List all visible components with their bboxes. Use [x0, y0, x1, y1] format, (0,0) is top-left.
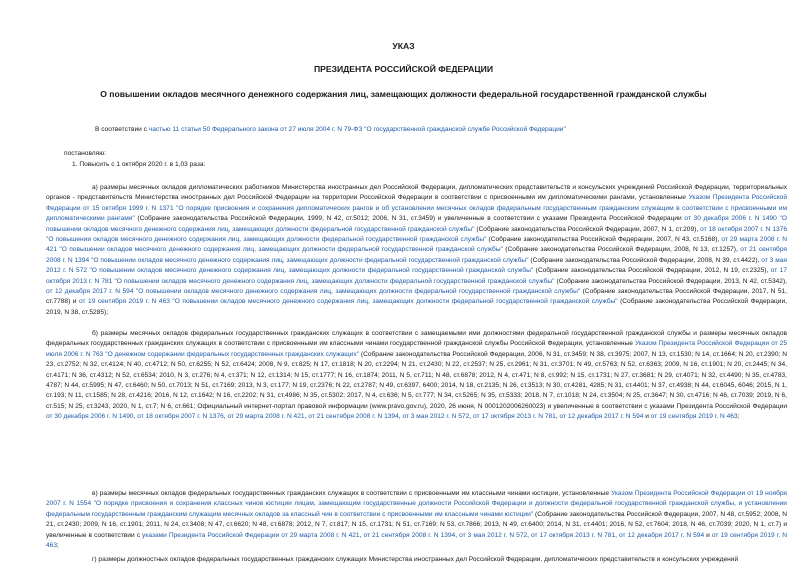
legal-act-link[interactable]: от 17 октября 2013 г. N 781 "О повышении окладов месячного денежного содержания лиц, замещающих должности федеральной государственной гражданской службы": [46, 267, 787, 285]
paragraph-text: ;: [57, 542, 59, 550]
legal-act-link[interactable]: от 12 декабря 2017 г. N 594: [559, 413, 644, 421]
legal-act-link[interactable]: от 17 октября 2013 г. N 781: [472, 413, 556, 421]
preamble: [95, 125, 785, 135]
paragraph-g: [46, 555, 787, 565]
legal-act-link[interactable]: от 21 сентября 2008 г. N 1394: [308, 413, 399, 421]
legal-act-link[interactable]: от 29 марта 2008 г. N 421 "О повышении окладов месячного денежного содержания лиц, замещающих должности федеральной государственной гражданской службы": [46, 236, 788, 254]
legal-act-link[interactable]: от 18 октября 2007 г. N 1376 "О повышении окладов месячного денежного содержания лиц, замещающих должности федеральной государственной гражданской службы": [46, 225, 787, 244]
paragraph-text: (Собрание законодательства Российской Федерации, 2013, N 42, ст.5342),: [554, 277, 787, 285]
paragraph-a: [46, 183, 787, 318]
legal-act-link[interactable]: Указом Президента Российской Федерации от 25 июля 2006 г. N 763 "О денежном содержании федеральных государственных гражданских служащих": [46, 340, 787, 358]
legal-act-link[interactable]: от 18 октября 2007 г. N 1376: [137, 413, 224, 421]
paragraph-text: ,: [359, 531, 364, 539]
paragraph-text: (Собрание законодательства Российской Федерации, 2007, N 48, ст.5952; 2008, N 21, ст.2430; 2009, N 16, ст.1901; 2011, N 24, ст.3408; N 47, ст.6620; N 48, ст.6878; 2012, N 7, ст.817; N 15, ст.1731; N 51, ст.7169; N 53, ст.7866; 2013, N 49, ст.6400; 2014, N 31, ст.4401; 2016, N 52, ст.7604; 2018, N 46, ст.7039; 2020, N 1, ст.7) и увеличенные в соответствии с: [46, 510, 787, 539]
legal-act-link[interactable]: Указом Президента Российской Федерации от 15 октября 1999 г. N 1371 "О порядке присвоения и сохранения дипломатических рангов и об установлении месячных окладов федеральным государственным гражданским служащим в соответствии с присвоенными им дипломатическими рангами": [46, 194, 787, 223]
legal-act-link[interactable]: указами Президента Российской Федерации от 29 марта 2008 г. N 421: [142, 531, 360, 539]
legal-act-link[interactable]: от 3 мая 2012 г. N 572: [402, 413, 470, 421]
paragraph-text: а) размеры месячных окладов дипломатических работников Министерства иностранных дел Российской Федерации, дипломатических представительств и консульских учреждений Российской Федерации, территориальных органов - представительств Министерства иностранных дел Российской Федерации на территории Российской Федерации в соответствии с присвоенными им дипломатическими рангами, установленные: [46, 184, 787, 202]
paragraph-text: ,: [469, 413, 473, 421]
legal-act-link[interactable]: от 21 сентября 2008 г. N 1394: [363, 531, 456, 539]
legal-act-link[interactable]: от 21 сентября 2008 г. N 1394 "О повышении окладов месячного денежного содержания лиц, замещающих должности федеральной государственной гражданской службы": [46, 246, 787, 264]
law-link[interactable]: частью 11 статьи 50 Федерального закона от 27 июля 2004 г. N 79-ФЗ "О государственной гражданской службе Российской Федерации": [148, 126, 566, 133]
paragraph-text: (Собрание законодательства Российской Федерации, 2008, N 13, ст.1257),: [502, 246, 741, 254]
preamble-text: В соответствии с: [95, 126, 149, 133]
paragraph-text: (Собрание законодательства Российской Федерации, 2006, N 31, ст.3459; N 38, ст.3975; 2007, N 13, ст.1530; N 14, ст.1664; N 20, ст.2390; N 23, ст.2752; N 32, ст.4124; N 40, ст.4712; N 50, ст.6255; N 52, ст.6424; 2008, N 9, ст.825; N 17, ст.1818; N 20, ст.2294; N 21, ст.2430; N 22, ст.2537; N 25, ст.2961; N 31, ст.3701; N 49, ст.5763; N 52, ст.6363; 2009, N 16, ст.1901; N 20, ст.2445; N 34, ст.4171; N 36, ст.4312; N 52, ст.6534; 2010, N 3, ст.276; N 4, ст.371; N 12, ст.1314; N 15, ст.1777; N 16, ст.1874; 2011, N 5, ст.711; N 48, ст.6878; 2012, N 4, ст.471; N 8, ст.992; N 15, ст.1731; N 27, ст.3681; N 29, ст.4071; N 32, ст.4490; N 35, ст.4783, 4787; N 44, ст.5995; N 47, ст.6460; N 50, ст.7013; N 51, ст.7169; 2013, N 3, ст.177; N 19, ст.2376; N 22, ст.2787; N 49, ст.6397, 6400; 2014, N 18, ст.2135; N 26, ст.3513; N 30, ст.4281, 4285; N 31, ст.4401; N 37, ст.4938; N 44, ст.6045, 6046; 2015, N 1, ст.193; N 11, ст.1585; N 28, ст.4216; 2016, N 12, ст.1642; N 16, ст.2202; N 31, ст.4986; N 35, ст.5302; 2017, N 4, ст.636; N 5, ст.777; N 34, ст.5265; N 35, ст.5333; 2018, N 7, ст.1018; N 24, ст.3504; N 25, ст.3647; N 30, ст.4716; N 46, ст.7039; 2019, N 6, ст.515; N 25, ст.3243, 2020, N 1, ст.7; N 6, ст.661; Официальный интернет-портал правовой информации (www.pravo.gov.ru), 2020, 26 июня, N 0001202006260023) и увеличенные в соответствии с указами Президента Российской Федерации: [46, 350, 787, 410]
paragraph-text: в) размеры месячных окладов федеральных государственных гражданских служащих в соответствии с присвоенными им классными чинами юстиции, установленные: [92, 490, 612, 497]
legal-act-link[interactable]: от 12 декабря 2017 г. N 594: [619, 531, 705, 539]
paragraph-text: (Собрание законодательства Российской Федерации, 2008, N 39, ст.4422),: [528, 256, 762, 264]
paragraph-text: (Собрание законодательства Российской Федерации, 2007, N 43, ст.5168),: [486, 236, 722, 244]
decree-word: постановляю:: [64, 150, 107, 157]
paragraph-text: ,: [555, 413, 560, 421]
paragraph-text: (Собрание законодательства Российской Федерации, 2019, N 38, ст.5285);: [46, 298, 787, 316]
legal-act-link[interactable]: от 30 декабря 2006 г. N 1490: [46, 413, 134, 421]
paragraph-v: [46, 489, 787, 551]
paragraph-text: ,: [398, 413, 403, 421]
legal-act-link[interactable]: от 17 октября 2013 г. N 781: [531, 531, 616, 539]
paragraph-text: ,: [304, 413, 309, 421]
paragraph-text: ;: [737, 413, 740, 421]
paragraph-text: б) размеры месячных окладов федеральных государственных гражданских служащих в соответствии с замещаемыми ими должностями федеральной государственной гражданской службы и размеры месячных окладов федеральных государственных гражданских служащих в соответствии с присвоенными им классными чинами государственной гражданской службы Российской Федерации, установленные: [46, 330, 787, 348]
paragraph-text: (Собрание законодательства Российской Федерации, 1999, N 42, ст.5012; 2006, N 31, ст.3459) и увеличенные в соответствии с указами Президента Российской Федерации: [134, 215, 685, 223]
doc-type-title: УКАЗ: [392, 41, 415, 51]
paragraph-text: и: [643, 413, 651, 421]
legal-act-link[interactable]: от 30 декабря 2006 г. N 1490 "О повышении окладов месячного денежного содержания лиц, замещающих должности федеральной государственной гражданской службы": [46, 215, 787, 233]
paragraph-text: ,: [455, 531, 460, 539]
decree-subtitle: О повышении окладов месячного денежного содержания лиц, замещающих должности федеральной государственной гражданской службы: [100, 89, 707, 99]
legal-act-link[interactable]: Указом Президента Российской Федерации от 19 ноября 2007 г. N 1554 "О порядке присвоения и сохранения классных чинов юстиции лицам, замещающим государственные должности Российской Федерации и должности федеральной государственной гражданской службы, и установлении федеральным государственным гражданским служащим месячных окладов за классный чин в соответствии с присвоенными им классными чинами юстиции": [46, 490, 788, 518]
paragraph-text: (Собрание законодательства Российской Федерации, 2007, N 1, ст.209),: [474, 225, 701, 233]
legal-act-link[interactable]: от 3 мая 2012 г. N 572 "О повышении окладов месячного денежного содержания лиц, замещающих должности федеральной государственной гражданской службы": [46, 256, 787, 275]
legal-act-link[interactable]: от 12 декабря 2017 г. N 594 "О повышении окладов месячного денежного содержания лиц, замещающих должности федеральной государственной гражданской службы": [46, 288, 581, 296]
legal-act-link[interactable]: от 29 марта 2008 г. N 421: [227, 413, 305, 421]
paragraph-b: [46, 329, 787, 423]
paragraph-text: (Собрание законодательства Российской Федерации, 2017, N 51, ст.7788) и: [46, 288, 788, 306]
paragraph-text: ,: [133, 413, 138, 421]
issuer-title: ПРЕЗИДЕНТА РОССИЙСКОЙ ФЕДЕРАЦИИ: [313, 64, 494, 74]
paragraph-text: ,: [615, 531, 620, 539]
paragraph-text: ,: [527, 531, 532, 539]
paragraph-text: (Собрание законодательства Российской Федерации, 2012, N 19, ст.2325),: [533, 267, 771, 275]
paragraph-text: г) размеры должностных окладов федеральных государственных гражданских служащих Министерства иностранных дел Российской Федерации, дипломатических представительств и консульских учреждений: [92, 556, 739, 563]
legal-act-link[interactable]: от 19 сентября 2019 г. N 463: [46, 531, 787, 550]
item-1: 1. Повысить с 1 октября 2020 г. в 1,03 раза:: [72, 161, 206, 168]
paragraph-text: ,: [223, 413, 228, 421]
legal-act-link[interactable]: от 19 сентября 2019 г. N 463 "О повышении окладов месячного денежного содержания лиц, замещающих должности федеральной государственной гражданской службы": [78, 298, 618, 306]
legal-act-link[interactable]: от 19 сентября 2019 г. N 463: [650, 413, 738, 421]
paragraph-text: и: [704, 531, 712, 539]
legal-act-link[interactable]: от 3 мая 2012 г. N 572: [459, 531, 528, 539]
